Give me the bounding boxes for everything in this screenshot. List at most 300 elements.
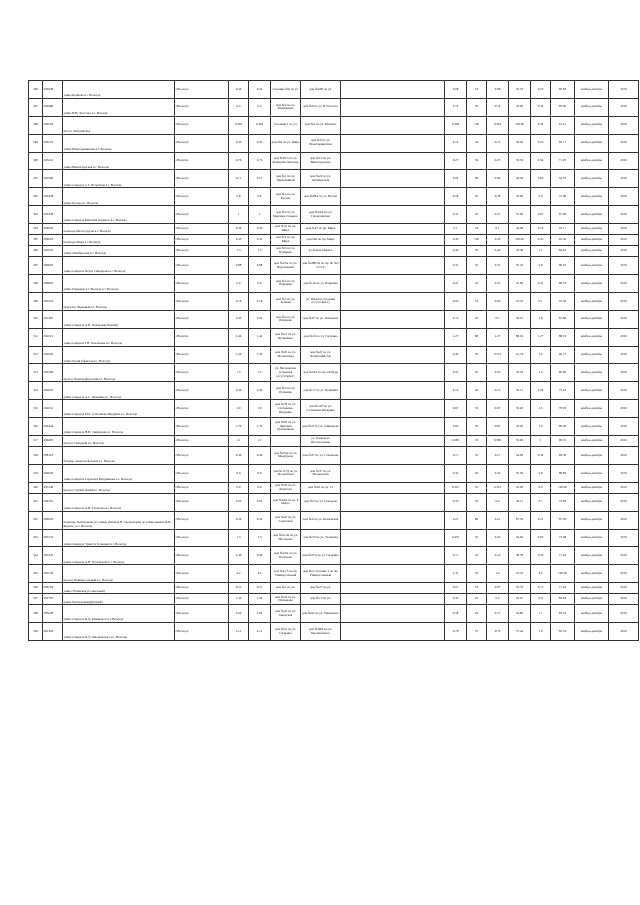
cell-year: 2019 <box>609 98 639 116</box>
cell-code: 293722 <box>43 529 63 547</box>
cell-len: 0.9 <box>229 464 249 482</box>
cell-to: дом №24А по ул. Героидовская <box>301 206 341 224</box>
cell-len: 0.88 <box>229 257 249 275</box>
cell-code: 296794 <box>43 583 63 594</box>
cell-name: улица генерала М.Е. Салтыкова-Щедрина в г. Вологде <box>63 400 175 418</box>
cell-a: 88 <box>467 328 487 346</box>
cell-a: 35 <box>467 257 487 275</box>
cell-code: 304005 <box>43 224 63 235</box>
cell-b: 0.07 <box>487 583 509 594</box>
cell-empty <box>341 134 445 152</box>
cell-months: ноябрь-декабрь <box>575 98 609 116</box>
cell-w: 0.46 <box>445 246 467 257</box>
cell-name: улица Новоборкинская в г. Вологде <box>63 134 175 152</box>
cell-code: 295525 <box>43 246 63 257</box>
cell-b: 0.315 <box>487 482 509 493</box>
cell-b: 0.27 <box>487 152 509 170</box>
cell-to: дом №28Б/42 по пр. 60 Лет СССР <box>301 257 341 275</box>
cell-n: 301 <box>29 170 43 188</box>
cell-b: 0.14 <box>487 98 509 116</box>
cell-from: дом №41/3 по пр. Универсальный <box>271 565 301 583</box>
cell-months: ноябрь-декабрь <box>575 464 609 482</box>
cell-months: ноябрь-декабрь <box>575 310 609 328</box>
cell-from: дом №64А по ул. 8 Марта <box>271 493 301 511</box>
cell-p: 35.00 <box>509 275 531 293</box>
cell-empty <box>341 81 445 99</box>
cell-d: 84.62 <box>551 246 575 257</box>
cell-n: 310 <box>29 310 43 328</box>
cell-city: г.Вологда <box>175 436 229 447</box>
cell-to: дом №118 по ул. Салтыкова-Щедрина <box>301 400 341 418</box>
cell-c: 0.8 <box>531 257 551 275</box>
cell-d: 88.19 <box>551 328 575 346</box>
table-row <box>29 605 639 623</box>
cell-len: 0.36 <box>229 382 249 400</box>
cell-d: 85.31 <box>551 623 575 641</box>
cell-months: ноябрь-декабрь <box>575 328 609 346</box>
cell-a: 53 <box>467 81 487 99</box>
table-row <box>29 511 639 529</box>
cell-from: дом №1 по ул. <box>271 583 301 594</box>
cell-to: дом №67 по ул. Пожарова <box>301 310 341 328</box>
cell-empty <box>341 292 445 310</box>
cell-len: 0.29 <box>229 224 249 235</box>
cell-from: дом №1 по ул. Парковайной <box>271 170 301 188</box>
cell-months: ноябрь-декабрь <box>575 482 609 493</box>
cell-a: 35 <box>467 447 487 465</box>
cell-len: 0.24 <box>229 81 249 99</box>
cell-d: 88.89 <box>551 464 575 482</box>
cell-len2: 1 <box>249 206 271 224</box>
cell-p: 35.00 <box>509 188 531 206</box>
table-row <box>29 246 639 257</box>
cell-year: 2019 <box>609 257 639 275</box>
cell-empty <box>341 511 445 529</box>
cell-empty <box>341 583 445 594</box>
cell-code: 304003 <box>43 235 63 246</box>
cell-from: дом №83 по ул. Дмитрия Ерошенкова <box>271 418 301 436</box>
cell-name: улица генерала Д.И. Пожарова(Дачный) <box>63 310 175 328</box>
table-row <box>29 170 639 188</box>
cell-empty <box>341 257 445 275</box>
cell-n: 306 <box>29 246 43 257</box>
cell-months: ноябрь-декабрь <box>575 257 609 275</box>
cell-year: 2019 <box>609 170 639 188</box>
cell-n: 304 <box>29 224 43 235</box>
cell-len: 1.3 <box>229 529 249 547</box>
cell-b: 0.53 <box>487 364 509 382</box>
cell-name: улица генерала Н.В. Свиридова в г. Вологде <box>63 418 175 436</box>
cell-year: 2019 <box>609 134 639 152</box>
cell-n: 296 <box>29 81 43 99</box>
cell-len2: 0.49 <box>249 447 271 465</box>
cell-n: 324 <box>29 547 43 565</box>
cell-p: 34.62 <box>509 529 531 547</box>
cell-n: 308 <box>29 275 43 293</box>
cell-len: 0.4 <box>229 98 249 116</box>
table-row <box>29 565 639 583</box>
cell-empty <box>341 493 445 511</box>
cell-b: 0.46 <box>487 246 509 257</box>
cell-d: 96.77 <box>551 346 575 364</box>
cell-a: 35 <box>467 206 487 224</box>
cell-d: 72.22 <box>551 382 575 400</box>
table-row <box>29 493 639 511</box>
cell-to: дом №43 по ул. Гагарина <box>301 328 341 346</box>
cell-n: 297 <box>29 98 43 116</box>
cell-a: 35 <box>467 400 487 418</box>
cell-d: 90.91 <box>551 436 575 447</box>
cell-city: г.Вологда <box>175 382 229 400</box>
cell-w: 0.53 <box>445 364 467 382</box>
cell-from: дом №32 по ул. Плеханова <box>271 594 301 605</box>
cell-b: 0.31 <box>487 257 509 275</box>
cell-len: 1.3 <box>229 246 249 257</box>
table-row <box>29 275 639 293</box>
cell-c: 0.6 <box>531 188 551 206</box>
cell-city: г.Вологда <box>175 565 229 583</box>
cell-empty <box>341 436 445 447</box>
cell-from: дом №23А по ул. Ведельшина <box>271 257 301 275</box>
cell-len: 1 <box>229 206 249 224</box>
cell-c: 0.43 <box>531 235 551 246</box>
cell-p: 35.38 <box>509 246 531 257</box>
cell-len2: 2.04 <box>249 605 271 623</box>
cell-a: 35 <box>467 547 487 565</box>
cell-a: 35 <box>467 98 487 116</box>
cell-empty <box>341 418 445 436</box>
cell-p: 38.78 <box>509 547 531 565</box>
cell-name: проезд Строительный в г. Вологде <box>63 482 175 493</box>
cell-a: 35 <box>467 346 487 364</box>
cell-b: 0.45 <box>487 529 509 547</box>
cell-c: 1.8 <box>531 623 551 641</box>
cell-empty <box>341 482 445 493</box>
table-row <box>29 116 639 134</box>
cell-d: 87.80 <box>551 310 575 328</box>
cell-n: 300 <box>29 152 43 170</box>
cell-c: 0.34 <box>531 447 551 465</box>
cell-code: 292940 <box>43 464 63 482</box>
cell-months: ноябрь-декабрь <box>575 565 609 583</box>
cell-year: 2019 <box>609 583 639 594</box>
cell-name: проезд Северный в г. Вологде <box>63 436 175 447</box>
cell-p: 35.00 <box>509 436 531 447</box>
cell-months: ноябрь-декабрь <box>575 436 609 447</box>
cell-from: дом №2 по пр. Мира <box>271 235 301 246</box>
cell-name: улица генерала К.Д. Ушинского в г. Вологде <box>63 605 175 623</box>
cell-months: ноябрь-декабрь <box>575 547 609 565</box>
cell-p: 35.00 <box>509 98 531 116</box>
cell-c: 1.7 <box>531 605 551 623</box>
cell-to: дом №21 по ул. Свиридова <box>301 418 341 436</box>
cell-city: г.Вологда <box>175 170 229 188</box>
cell-n: 316 <box>29 418 43 436</box>
cell-w: 0.32 <box>445 464 467 482</box>
cell-to: дом №38А по ул. Циолковского <box>301 623 341 641</box>
cell-p: 87.50 <box>509 511 531 529</box>
cell-name: улица генерала Эрнеста Тельмана в г. Вологде <box>63 529 175 547</box>
cell-a: 35 <box>467 418 487 436</box>
cell-from: дом №43А по ул. Катунова <box>271 547 301 565</box>
cell-p: 35.33 <box>509 364 531 382</box>
cell-name: бульвар генерала Бадаева в г. Вологде <box>63 447 175 465</box>
cell-code: 296444 <box>43 418 63 436</box>
table-row <box>29 547 639 565</box>
cell-year: 2019 <box>609 382 639 400</box>
cell-name: переулок Парковый в г. Вологде <box>63 292 175 310</box>
cell-c: 1.2 <box>531 346 551 364</box>
cell-d: 73.68 <box>551 493 575 511</box>
cell-to: дом №43 по пр. Мира <box>301 224 341 235</box>
cell-len: 0.45 <box>229 235 249 246</box>
cell-from: дом №12 по ул. Кузнечных <box>271 328 301 346</box>
cell-name: улица Октябрьская в г. Вологде <box>63 246 175 257</box>
cell-year: 2019 <box>609 418 639 436</box>
cell-len2: 0.95 <box>249 493 271 511</box>
cell-months: ноябрь-декабрь <box>575 623 609 641</box>
cell-code: 296761 <box>43 493 63 511</box>
cell-city: г.Вологда <box>175 257 229 275</box>
cell-n: 312 <box>29 346 43 364</box>
cell-p: 88.19 <box>509 328 531 346</box>
cell-c: 0.06 <box>531 170 551 188</box>
cell-year: 2019 <box>609 224 639 235</box>
cell-len: 0.76 <box>229 152 249 170</box>
cell-code: 291365 <box>43 310 63 328</box>
cell-b: 0.32 <box>487 464 509 482</box>
cell-name: улица Бутова в г. Вологде <box>63 188 175 206</box>
cell-name: шоссе Лебединское <box>63 116 175 134</box>
cell-a: 34 <box>467 134 487 152</box>
cell-len: 0.21 <box>229 583 249 594</box>
cell-n: 320 <box>29 482 43 493</box>
cell-n: 326 <box>29 583 43 594</box>
cell-months: ноябрь-декабрь <box>575 583 609 594</box>
table-row <box>29 382 639 400</box>
cell-w: 0.31 <box>445 257 467 275</box>
cell-to: дом №11 по ул. <box>301 594 341 605</box>
cell-b: 0.63 <box>487 418 509 436</box>
cell-empty <box>341 246 445 257</box>
cell-p: 37.44 <box>509 623 531 641</box>
cell-from: дом №10А по ул. Меркурова <box>271 447 301 465</box>
cell-months: ноябрь-декабрь <box>575 81 609 99</box>
cell-to: дом №6 по ул. Козлёнская <box>301 511 341 529</box>
cell-a: 35 <box>467 246 487 257</box>
cell-empty <box>341 447 445 465</box>
cell-w: 0.33 <box>445 493 467 511</box>
cell-d: 83.33 <box>551 605 575 623</box>
cell-w: 0.27 <box>445 152 467 170</box>
cell-to: дом №65 по ул. 15 <box>301 482 341 493</box>
cell-p: 36.11 <box>509 382 531 400</box>
cell-year: 2019 <box>609 292 639 310</box>
cell-empty <box>341 400 445 418</box>
cell-p: 34.80 <box>509 605 531 623</box>
cell-b: 0.08 <box>487 81 509 99</box>
cell-empty <box>341 224 445 235</box>
cell-w: 0.78 <box>445 623 467 641</box>
cell-name: площадь Металлургов в г. Вологде <box>63 224 175 235</box>
cell-b: 0.67 <box>487 400 509 418</box>
cell-from: дом №45 по ул. Заводская <box>271 605 301 623</box>
cell-code: 292631 <box>43 400 63 418</box>
cell-c: 0.32 <box>531 116 551 134</box>
cell-months: ноябрь-декабрь <box>575 188 609 206</box>
cell-city: г.Вологда <box>175 583 229 594</box>
cell-w: 0.43 <box>445 346 467 364</box>
table-row <box>29 206 639 224</box>
cell-to: дом №88А по ул. Бутова <box>301 188 341 206</box>
cell-year: 2019 <box>609 447 639 465</box>
cell-to: дом №22 по ул. Полиграфистов <box>301 346 341 364</box>
table-row <box>29 292 639 310</box>
cell-empty <box>341 275 445 293</box>
cell-from: дом №4 по ул. Парковая <box>271 275 301 293</box>
cell-c: 0.34 <box>531 98 551 116</box>
cell-c: 4.2 <box>531 565 551 583</box>
cell-to: ул. Карла Маркса <box>301 246 341 257</box>
cell-len2: 0.8 <box>249 188 271 206</box>
cell-d: 73.08 <box>551 529 575 547</box>
cell-p: 34.29 <box>509 134 531 152</box>
cell-empty <box>341 188 445 206</box>
cell-len: 1.24 <box>229 346 249 364</box>
cell-city: г.Вологда <box>175 188 229 206</box>
cell-p: 42.11 <box>509 493 531 511</box>
cell-months: ноябрь-декабрь <box>575 605 609 623</box>
cell-len: 0.33 <box>229 134 249 152</box>
cell-n: 318 <box>29 447 43 465</box>
cell-year: 2019 <box>609 565 639 583</box>
cell-len2: 1.5 <box>249 364 271 382</box>
cell-p: 33.33 <box>509 583 531 594</box>
cell-year: 2019 <box>609 511 639 529</box>
table-row <box>29 447 639 465</box>
cell-len2: 0.9 <box>249 464 271 482</box>
cell-city: г.Вологда <box>175 594 229 605</box>
cell-len: 2.05 <box>229 310 249 328</box>
cell-len2: 1.9 <box>249 400 271 418</box>
cell-c: 0.9 <box>531 594 551 605</box>
table-row <box>29 98 639 116</box>
cell-len2: 0.88 <box>249 257 271 275</box>
cell-months: ноябрь-декабрь <box>575 235 609 246</box>
cell-w: 0.63 <box>445 418 467 436</box>
cell-name: улица генерала Петра Свиридова в г. Вологде <box>63 257 175 275</box>
cell-b: 0.28 <box>487 188 509 206</box>
cell-empty <box>341 170 445 188</box>
cell-w: 0.06 <box>445 292 467 310</box>
cell-p: 35.53 <box>509 152 531 170</box>
cell-w: 0.455 <box>445 529 467 547</box>
cell-p: 34.15 <box>509 310 531 328</box>
table-row <box>29 310 639 328</box>
cell-city: г.Вологда <box>175 292 229 310</box>
cell-name: улица Винзаградская в г. Вологде <box>63 152 175 170</box>
cell-len: 4.2 <box>229 565 249 583</box>
cell-p: 100.00 <box>509 116 531 134</box>
cell-to: дом №60Б по ул. <box>301 81 341 99</box>
cell-months: ноябрь-декабрь <box>575 134 609 152</box>
cell-empty <box>341 235 445 246</box>
cell-b: 0.3 <box>487 594 509 605</box>
cell-year: 2019 <box>609 328 639 346</box>
cell-from: дом №2 по ул. Бутова <box>271 188 301 206</box>
cell-len2: 0.11 <box>249 170 271 188</box>
cell-to: дом №25А по пр. Победы <box>301 364 341 382</box>
cell-p: 22.47 <box>509 594 531 605</box>
cell-n: 322 <box>29 511 43 529</box>
table-row <box>29 152 639 170</box>
cell-empty <box>341 206 445 224</box>
cell-b: 0.71 <box>487 605 509 623</box>
cell-w: 0.04 <box>445 170 467 188</box>
cell-d: 67.00 <box>551 206 575 224</box>
cell-len2: 0.364 <box>249 116 271 134</box>
table-row <box>29 134 639 152</box>
cell-a: 35 <box>467 436 487 447</box>
cell-b: 0.21 <box>487 511 509 529</box>
cell-a: 33 <box>467 292 487 310</box>
table-row <box>29 81 639 99</box>
cell-year: 2019 <box>609 464 639 482</box>
cell-a: 34 <box>467 224 487 235</box>
cell-b: 0.37 <box>487 206 509 224</box>
cell-from: дом №6 по ул. Мира <box>271 134 301 152</box>
cell-b: 0.4 <box>487 493 509 511</box>
cell-len2: 1.79 <box>249 418 271 436</box>
cell-from: дом №35 по пр. Мира <box>271 224 301 235</box>
cell-len2: 2.11 <box>249 623 271 641</box>
cell-n: 325 <box>29 565 43 583</box>
cell-n: 327 <box>29 594 43 605</box>
cell-from: дом №117Д по ул. Московская <box>271 464 301 482</box>
cell-len2: 2.05 <box>249 310 271 328</box>
cell-empty <box>341 98 445 116</box>
table-row <box>29 623 639 641</box>
cell-city: г.Вологда <box>175 493 229 511</box>
cell-len: 0.95 <box>229 493 249 511</box>
cell-b: 0.04 <box>487 170 509 188</box>
cell-from: дом №2 по ул. Тимирязева <box>271 98 301 116</box>
cell-len: 1.34 <box>229 594 249 605</box>
cell-len2: 0.21 <box>249 583 271 594</box>
cell-n: 305 <box>29 235 43 246</box>
cell-months: ноябрь-декабрь <box>575 170 609 188</box>
cell-empty <box>341 116 445 134</box>
cell-city: г.Вологда <box>175 464 229 482</box>
cell-b: 0.45 <box>487 235 509 246</box>
cell-from: дом №65 по ул. Московская <box>271 346 301 364</box>
cell-len: 2.11 <box>229 623 249 641</box>
cell-from: дом №61 по ул. Гагарина <box>271 623 301 641</box>
cell-w: 0.08 <box>445 81 467 99</box>
cell-to: дом №16 по ул. Парковая <box>301 275 341 293</box>
cell-c: 0.41 <box>531 275 551 293</box>
cell-p: 41.53 <box>509 346 531 364</box>
cell-year: 2019 <box>609 235 639 246</box>
cell-c: 1.27 <box>531 328 551 346</box>
cell-a: 35 <box>467 493 487 511</box>
cell-year: 2019 <box>609 246 639 257</box>
cell-name: улица Парковая в г. Вологде в г. Вологде <box>63 275 175 293</box>
cell-c: 1 <box>531 436 551 447</box>
cell-w: 0.21 <box>445 511 467 529</box>
cell-c: 0.23 <box>531 134 551 152</box>
cell-months: ноябрь-декабрь <box>575 292 609 310</box>
